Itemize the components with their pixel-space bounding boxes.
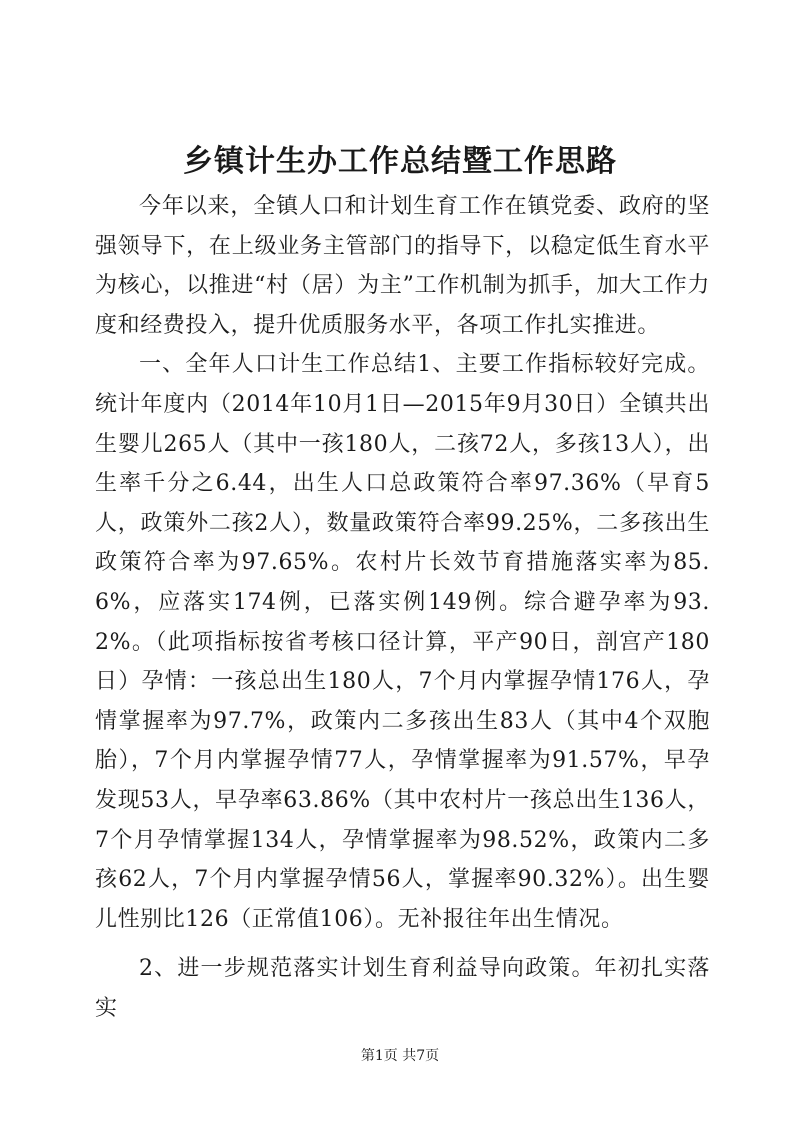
paragraph-summary: 一、全年人口计生工作总结1、主要工作指标较好完成。统计年度内（2014年10月1日—2015年9月30日）全镇共出生婴儿265人（其中一孩180人，二孩72人，多孩13人），出生率千分之6.44，出生人口总政策符合率97.36%（早育5人，政策外二孩2人），数量政策符合率99.25%，二多孩出生政策符合率为97.65%。农村片长效节育措施落实率为85.6%，应落实174例，已落实例149例。综合避孕率为93.2%。（此项指标按省考核口径计算，平产90日，剖宫产180日）孕情：一孩总出生180人，7个月内掌握孕情176人，孕情掌握率为97.7%，政策内二多孩出生83人（其中4个双胞胎），7个月内掌握孕情77人，孕情掌握率为91.57%，早孕发现53人，早孕率63.86%（其中农村片一孩总出生136人，7个月孕情掌握134人，孕情掌握率为98.52%，政策内二多孩62人，7个月内掌握孕情56人，掌握率90.32%）。出生婴儿性别比126（正常值106）。无补报往年出生情况。 <box>95 352 710 932</box>
paragraph-policy: 2、进一步规范落实计划生育利益导向政策。年初扎实落实 <box>95 956 710 1021</box>
document-body <box>95 187 710 1028</box>
page-number-footer: 第1页 共7页 <box>360 1048 440 1064</box>
paragraph-intro: 今年以来，全镇人口和计划生育工作在镇党委、政府的坚强领导下，在上级业务主管部门的指导下，以稳定低生育水平为核心，以推进“村（居）为主”工作机制为抓手，加大工作力度和经费投入，提升优质服务水平，各项工作扎实推进。 <box>95 194 710 338</box>
document-title: 乡镇计生办工作总结暨工作思路 <box>183 144 617 179</box>
